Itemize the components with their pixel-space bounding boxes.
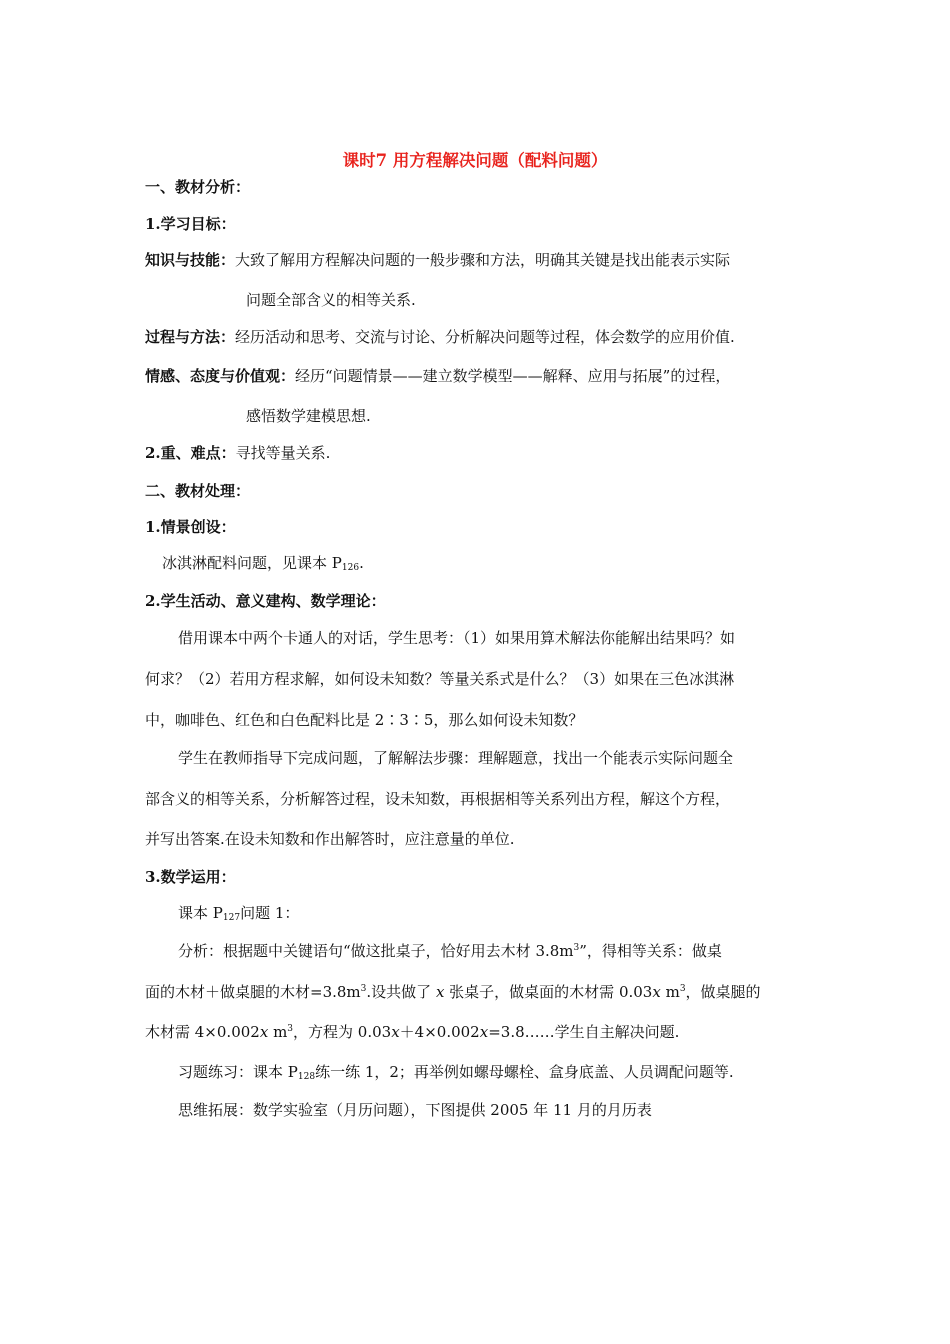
paragraph-1-line-1: 借用课本中两个卡通人的对话，学生思考：（1）如果用算术解法你能解出结果吗？如 — [178, 629, 736, 647]
analysis-text: ＋4×0.002 — [399, 1023, 480, 1041]
knowledge-text: 大致了解用方程解决问题的一般步骤和方法，明确其关键是找出能表示实际 — [235, 251, 731, 269]
exercise-page-sub: 128 — [297, 1072, 316, 1082]
cubic-sup: 3 — [679, 984, 686, 994]
analysis-text: ”，得相等关系：做桌 — [579, 942, 722, 960]
variable-x: x — [652, 983, 661, 1001]
analysis-text: m — [660, 983, 680, 1001]
analysis-text: =3.8……学生自主解决问题. — [488, 1023, 680, 1041]
extension-line: 思维拓展：数学实验室（月历问题），下图提供 2005 年 11 月的月历表 — [178, 1101, 652, 1119]
emotion-text: 经历“问题情景——建立数学模型——解释、应用与拓展”的过程， — [295, 367, 731, 385]
cubic-sup: 3 — [573, 943, 580, 953]
key-points-label: 2.重、难点： — [145, 444, 236, 462]
key-points-line — [145, 443, 330, 463]
analysis-text: .设共做了 — [366, 983, 436, 1001]
problem-reference — [178, 903, 299, 923]
analysis-line-1 — [178, 941, 722, 961]
analysis-text: 分析：根据题中关键语句“做这批桌子，恰好用去木材 3.8m — [178, 942, 574, 960]
scene-text — [162, 553, 364, 573]
section-heading-analysis: 一、教材分析： — [145, 178, 251, 196]
exercise-text: 习题练习：课本 P — [178, 1063, 298, 1081]
paragraph-2-line-2: 部含义的相等关系，分析解答过程，设未知数，再根据相等关系列出方程，解这个方程， — [145, 790, 731, 808]
emotion-label: 情感、态度与价值观： — [145, 367, 296, 385]
analysis-text: ，方程为 0.03 — [293, 1023, 392, 1041]
problem-text: 课本 P — [178, 904, 223, 922]
variable-x: x — [259, 1023, 269, 1041]
variable-x: x — [391, 1023, 400, 1041]
exercise-text-end: 练一练 1，2；再举例如螺母螺栓、盒身底盖、人员调配问题等. — [315, 1063, 734, 1081]
process-text: 经历活动和思考、交流与讨论、分析解决问题等过程，体会数学的应用价值. — [235, 328, 735, 346]
goals-heading: 1.学习目标： — [145, 215, 236, 233]
paragraph-2-line-3: 并写出答案.在设未知数和作出解答时，应注意量的单位. — [145, 830, 515, 848]
knowledge-text-continued: 问题全部含义的相等关系. — [246, 291, 416, 309]
process-line — [145, 327, 735, 347]
cubic-sup: 3 — [287, 1024, 294, 1034]
emotion-line — [145, 366, 730, 386]
analysis-text: 面的木材＋做桌腿的木材=3.8m — [145, 983, 361, 1001]
variable-x: x — [479, 1023, 489, 1041]
paragraph-1-line-2: 何求？（2）若用方程求解，如何设未知数？等量关系式是什么？（3）如果在三色冰淇淋 — [145, 670, 735, 688]
page-title: 课时7 用方程解决问题（配料问题） — [342, 151, 608, 170]
problem-page-sub: 127 — [222, 913, 241, 923]
scene-text-end: . — [359, 554, 364, 572]
paragraph-1-line-3: 中，咖啡色、红色和白色配料比是 2∶3∶5，那么如何设未知数？ — [145, 711, 584, 729]
section-heading-processing: 二、教材处理： — [145, 482, 251, 500]
emotion-text-continued: 感悟数学建模思想. — [246, 407, 371, 425]
activity-heading: 2.学生活动、意义建构、数学理论： — [145, 592, 386, 610]
process-label: 过程与方法： — [145, 328, 236, 346]
variable-x: x — [435, 983, 445, 1001]
scene-page-sub: 126 — [341, 563, 360, 573]
scene-text-main: 冰淇淋配料问题，见课本 P — [162, 554, 342, 572]
analysis-text: 张桌子，做桌面的木材需 0.03 — [444, 983, 653, 1001]
scene-heading: 1.情景创设： — [145, 518, 236, 536]
knowledge-label: 知识与技能： — [145, 251, 236, 269]
exercise-line — [178, 1062, 734, 1082]
key-points-text: 寻找等量关系. — [235, 444, 331, 462]
analysis-text: 木材需 4×0.002 — [145, 1023, 260, 1041]
analysis-line-2 — [145, 982, 761, 1002]
analysis-text: ，做桌腿的 — [685, 983, 761, 1001]
cubic-sup: 3 — [360, 984, 367, 994]
knowledge-line — [145, 250, 730, 270]
paragraph-2-line-1: 学生在教师指导下完成问题，了解解法步骤：理解题意，找出一个能表示实际问题全 — [178, 749, 734, 767]
analysis-text: m — [268, 1023, 288, 1041]
analysis-line-3 — [145, 1022, 679, 1042]
problem-text-end: 问题 1： — [240, 904, 300, 922]
math-application-heading: 3.数学运用： — [145, 868, 236, 886]
